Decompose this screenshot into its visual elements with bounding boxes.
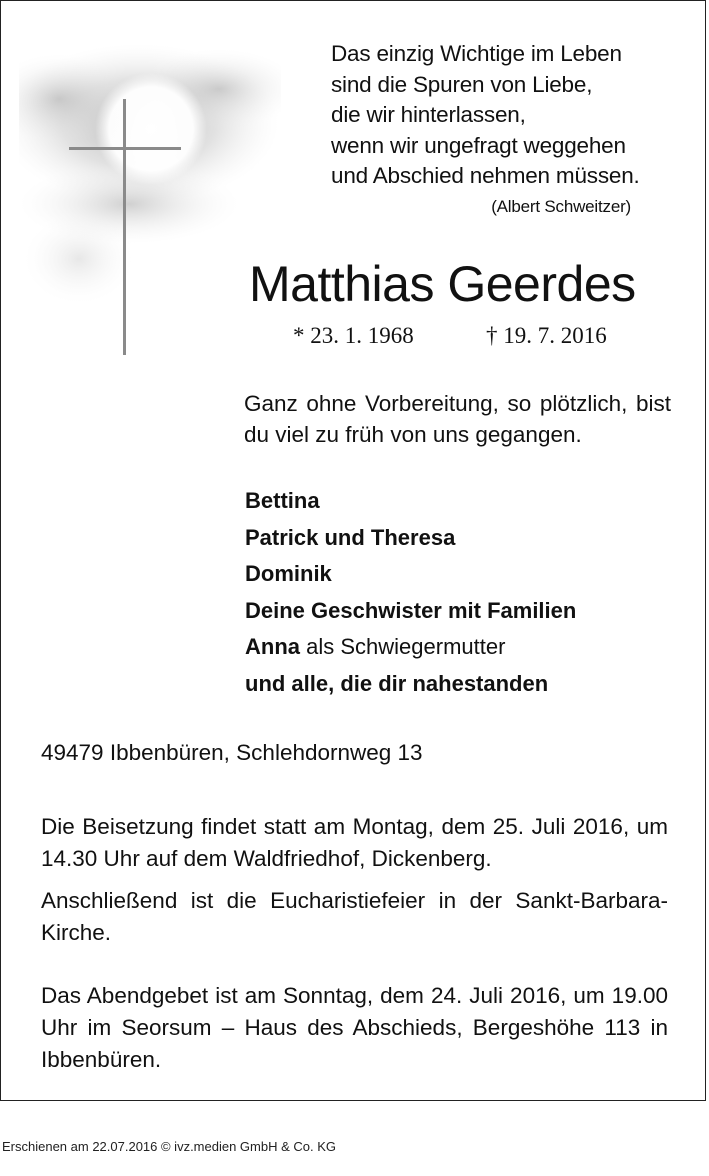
mass-info: Anschließend ist die Eucharistiefeier in der Sankt-Barbara-Kirche. bbox=[41, 888, 668, 945]
quote-author: (Albert Schweitzer) bbox=[491, 196, 631, 216]
birth-date: * 23. 1. 1968 bbox=[293, 323, 414, 348]
quote-line: Das einzig Wichtige im Leben bbox=[331, 41, 622, 66]
mourner-row-anna bbox=[245, 629, 685, 666]
mourner-name: Deine Geschwister mit Familien bbox=[245, 597, 577, 623]
publication-footer: Erschienen am 22.07.2016 © ivz.medien GmbH & Co. KG bbox=[2, 1139, 337, 1154]
moon bbox=[95, 73, 207, 185]
mourner-closing: und alle, die dir nahestanden bbox=[245, 670, 549, 696]
family-address: 49479 Ibbenbüren, Schlehdornweg 13 bbox=[41, 740, 423, 765]
quote-line: und Abschied nehmen müssen. bbox=[331, 163, 640, 188]
burial-info: Die Beisetzung findet statt am Montag, dem 25. Juli 2016, um 14.30 Uhr auf dem Waldfriedhof, Dickenberg. bbox=[41, 814, 668, 871]
quote-line: wenn wir ungefragt weggehen bbox=[331, 132, 626, 158]
mourner-name: Anna bbox=[245, 634, 300, 659]
prayer-info: Das Abendgebet ist am Sonntag, dem 24. Juli 2016, um 19.00 Uhr im Seorsum – Haus des Abschieds, Bergeshöhe 113 in Ibbenbüren. bbox=[41, 983, 668, 1072]
mourner-name: Patrick und Theresa bbox=[245, 524, 456, 550]
death-date: † 19. 7. 2016 bbox=[486, 323, 607, 348]
quote-line: sind die Spuren von Liebe, bbox=[331, 71, 593, 97]
mourner-name: Bettina bbox=[245, 488, 320, 513]
mourner-name: Dominik bbox=[245, 561, 332, 586]
quote-line: die wir hinterlassen, bbox=[331, 102, 526, 127]
lament-text: Ganz ohne Vorbereitung, so plötzlich, bist du viel zu früh von uns gegangen. bbox=[244, 391, 671, 447]
cross-and-moon-image bbox=[19, 29, 281, 369]
life-dates bbox=[293, 321, 607, 351]
memorial-quote bbox=[331, 39, 671, 218]
mourners-list bbox=[245, 483, 685, 702]
mourner-role: als Schwiegermutter bbox=[300, 634, 506, 659]
deceased-name: Matthias Geerdes bbox=[249, 256, 636, 312]
